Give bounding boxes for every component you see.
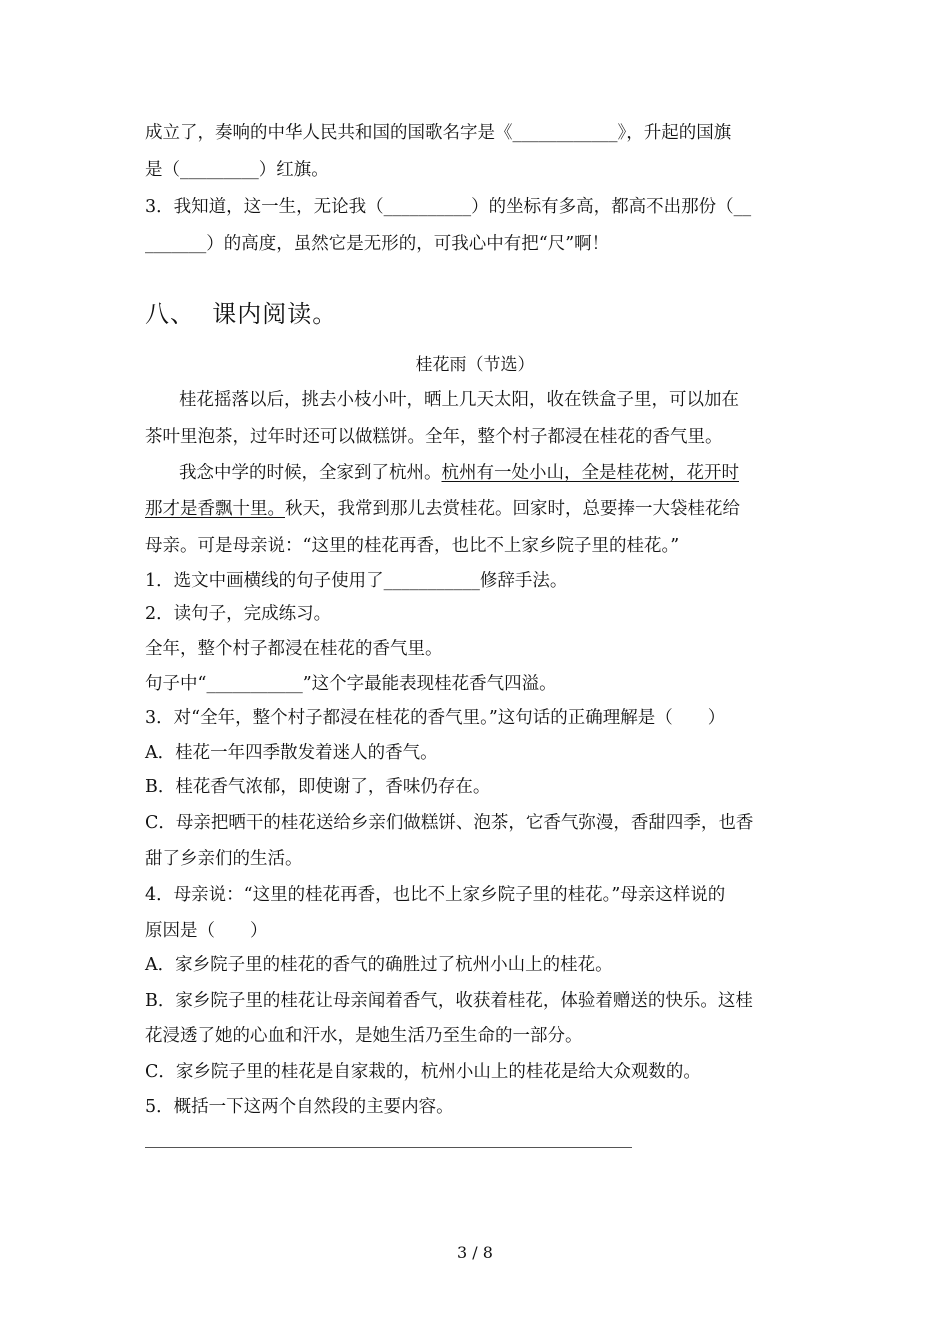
plain-text: 我念中学的时候，全家到了杭州。 (179, 463, 442, 483)
page-number: 3 / 8 (457, 1243, 493, 1262)
passage-line: 桂花摇落以后，挑去小枝小叶，晒上几天太阳，收在铁盒子里，可以加在 (179, 390, 739, 410)
question-5: 5．概括一下这两个自然段的主要内容。 (145, 1097, 454, 1117)
question-4: 4．母亲说：“这里的桂花再香，也比不上家乡院子里的桂花。”母亲这样说的 (145, 885, 726, 905)
text-line: 成立了，奏响的中华人民共和国的国歌名字是《____________》，升起的国旗 (145, 123, 732, 143)
question-4-option-a: A．家乡院子里的桂花的香气的确胜过了杭州小山上的桂花。 (145, 955, 613, 975)
question-4-cont: 原因是（ ） (145, 921, 268, 941)
text-line: 是（_________）红旗。 (145, 160, 329, 180)
passage-line: 茶叶里泡茶，过年时还可以做糕饼。全年，整个村子都浸在桂花的香气里。 (145, 427, 723, 447)
question-2: 2．读句子，完成练习。 (145, 604, 332, 624)
question-3-option-a: A．桂花一年四季散发着迷人的香气。 (145, 743, 438, 763)
passage-line (179, 461, 739, 485)
passage-line: 母亲。可是母亲说：“这里的桂花再香，也比不上家乡院子里的桂花。” (145, 536, 680, 556)
underlined-sentence: 杭州有一处小山，全是桂花树，花开时 (441, 463, 739, 483)
question-3: 3．对“全年，整个村子都浸在桂花的香气里。”这句话的正确理解是（ ） (145, 708, 726, 728)
plain-text: 秋天，我常到那儿去赏桂花。回家时，总要捧一大袋桂花给 (285, 499, 740, 519)
question-3-option-b: B．桂花香气浓郁，即使谢了，香味仍存在。 (145, 777, 491, 797)
question-1: 1．选文中画横线的句子使用了___________修辞手法。 (145, 571, 568, 591)
passage-line (145, 497, 740, 521)
question-4-option-b: B．家乡院子里的桂花让母亲闻着香气，收获着桂花，体验着赠送的快乐。这桂 (145, 991, 753, 1011)
text-line: 3．我知道，这一生，无论我（__________）的坐标有多高，都高不出那份（__ (145, 197, 752, 217)
text-line: _______）的高度，虽然它是无形的，可我心中有把“尺”啊！ (145, 234, 610, 254)
question-4-option-b-cont: 花浸透了她的心血和汗水，是她生活乃至生命的一部分。 (145, 1026, 583, 1046)
question-4-option-c: C．家乡院子里的桂花是自家栽的，杭州小山上的桂花是给大众观数的。 (145, 1062, 701, 1082)
section-heading: 八、 课内阅读。 (145, 300, 338, 328)
question-3-option-c: C．母亲把晒干的桂花送给乡亲们做糕饼、泡茶，它香气弥漫，香甜四季，也香 (145, 813, 754, 833)
question-2-prompt: 句子中“___________”这个字最能表现桂花香气四溢。 (145, 674, 557, 694)
answer-line (145, 1147, 632, 1148)
question-3-option-c-cont: 甜了乡亲们的生活。 (145, 849, 303, 869)
underlined-sentence: 那才是香飘十里。 (145, 499, 285, 519)
question-2-sentence: 全年，整个村子都浸在桂花的香气里。 (145, 639, 443, 659)
passage-title: 桂花雨（节选） (415, 355, 535, 375)
